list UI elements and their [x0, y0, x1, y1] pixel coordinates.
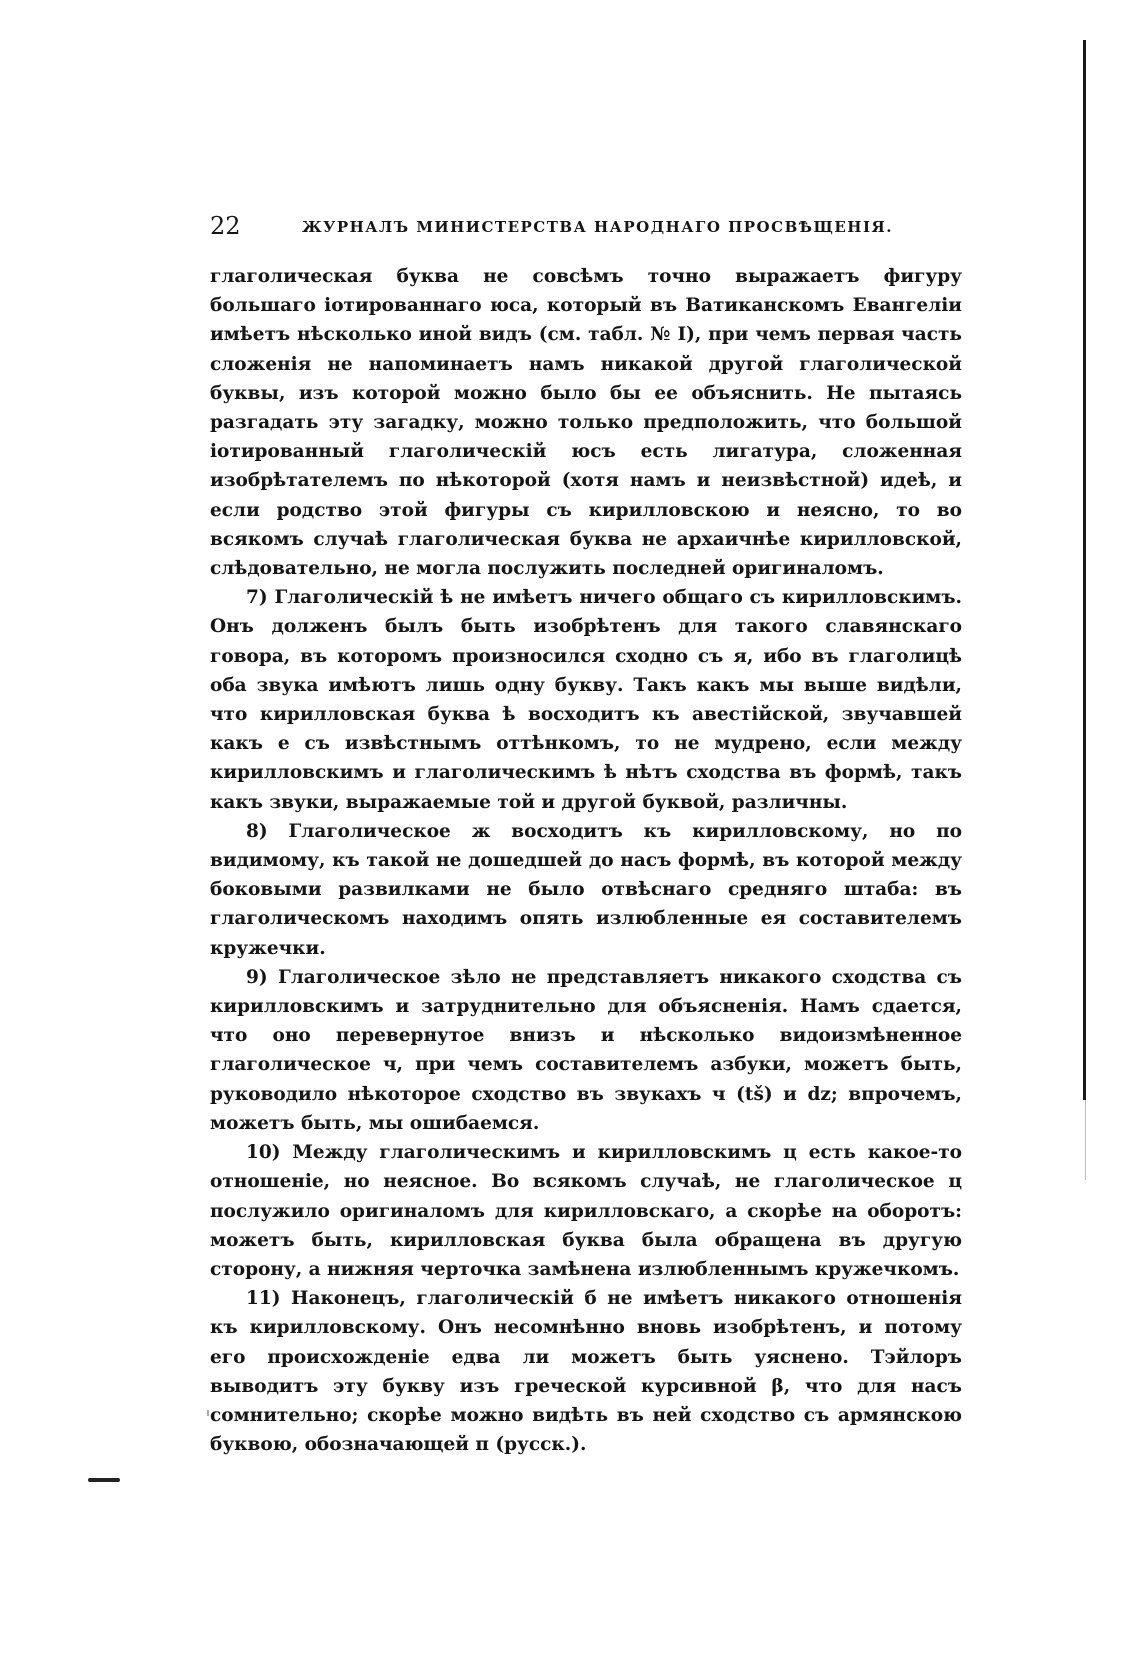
body-text	[210, 262, 962, 1459]
running-title: ЖУРНАЛЪ МИНИСТЕРСТВА НАРОДНАГО ПРОСВѢЩЕНІЯ.	[302, 218, 893, 236]
paragraph-item-10: 10) Между глаголическимъ и кирилловскимъ ц есть какое-то отношеніе, но неясное. Во всякомъ случаѣ, не глаголическое ц послужило оригиналомъ для кирилловскаго, а скорѣе на оборотъ: можетъ быть, кирилловская буква была обращена въ другую сторону, а нижняя черточка замѣнена излюбленнымъ кружечкомъ.	[210, 1142, 962, 1280]
margin-dash-mark	[88, 1478, 120, 1482]
page-edge-shadow	[1085, 1100, 1086, 1180]
margin-speck	[207, 1410, 209, 1416]
paragraph-item-7: 7) Глаголическій ѣ не имѣетъ ничего общаго съ кирилловскимъ. Онъ долженъ былъ быть изобрѣтенъ для такого славянскаго говора, въ которомъ произносился сходно съ я, ибо въ глаголицѣ оба звука имѣютъ лишь одну букву. Такъ какъ мы выше видѣли, что кирилловская буква ѣ восходитъ къ авестійской, звучавшей какъ е съ извѣстнымъ оттѣнкомъ, то не мудрено, если между кирилловскимъ и глаголическимъ ѣ нѣтъ сходства въ формѣ, такъ какъ звуки, выражаемые той и другой буквой, различны.	[210, 587, 962, 813]
paragraph-continued: глаголическая буква не совсѣмъ точно выражаетъ фигуру большаго іотированнаго юса, который въ Ватиканскомъ Евангеліи имѣетъ нѣсколько иной видъ (см. табл. № I), при чемъ первая часть сложенія не напоминаетъ намъ никакой другой глаголической буквы, изъ которой можно было бы ее объяснить. Не пытаясь разгадать эту загадку, можно только предположить, что большой іотированный глаголическій юсъ есть лигатура, сложенная изобрѣтателемъ по нѣкоторой (хотя намъ и неизвѣстной) идеѣ, и если родство этой фигуры съ кирилловскою и неясно, то во всякомъ случаѣ глаголическая буква не архаичнѣе кирилловской, слѣдовательно, не могла послужить последней оригиналомъ.	[210, 266, 962, 580]
page-edge-line	[1083, 40, 1086, 1100]
paragraph-item-8: 8) Глаголическое ж восходитъ къ кирилловскому, но по видимому, къ такой не дошедшей до насъ формѣ, въ которой между боковыми развилками не было отвѣснаго средняго штаба: въ глаголическомъ находимъ опять излюбленные ея составителемъ кружечки.	[210, 820, 962, 959]
page-number: 22	[210, 212, 241, 240]
paragraph-item-9: 9) Глаголическое зѣло не представляетъ никакого сходства съ кирилловскимъ и затруднительно для объясненія. Намъ сдается, что оно перевернутое внизъ и нѣсколько видоизмѣненное глаголическое ч, при чемъ составителемъ азбуки, можетъ быть, руководило нѣкоторое сходство въ звукахъ ч (tš) и dz; впрочемъ, можетъ быть, мы ошибаемся.	[210, 966, 962, 1134]
page-header	[210, 212, 970, 242]
paragraph-item-11: 11) Наконецъ, глаголическій б не имѣетъ никакого отношенія къ кирилловскому. Онъ несомнѣнно вновь изобрѣтенъ, и потому его происхожденіе едва ли можетъ быть уяснено. Тэйлоръ выводитъ эту букву изъ греческой курсивной β, что для насъ сомнительно; скорѣе можно видѣть въ ней сходство съ армянскою буквою, обозначающей п (русск.).	[210, 1288, 962, 1456]
